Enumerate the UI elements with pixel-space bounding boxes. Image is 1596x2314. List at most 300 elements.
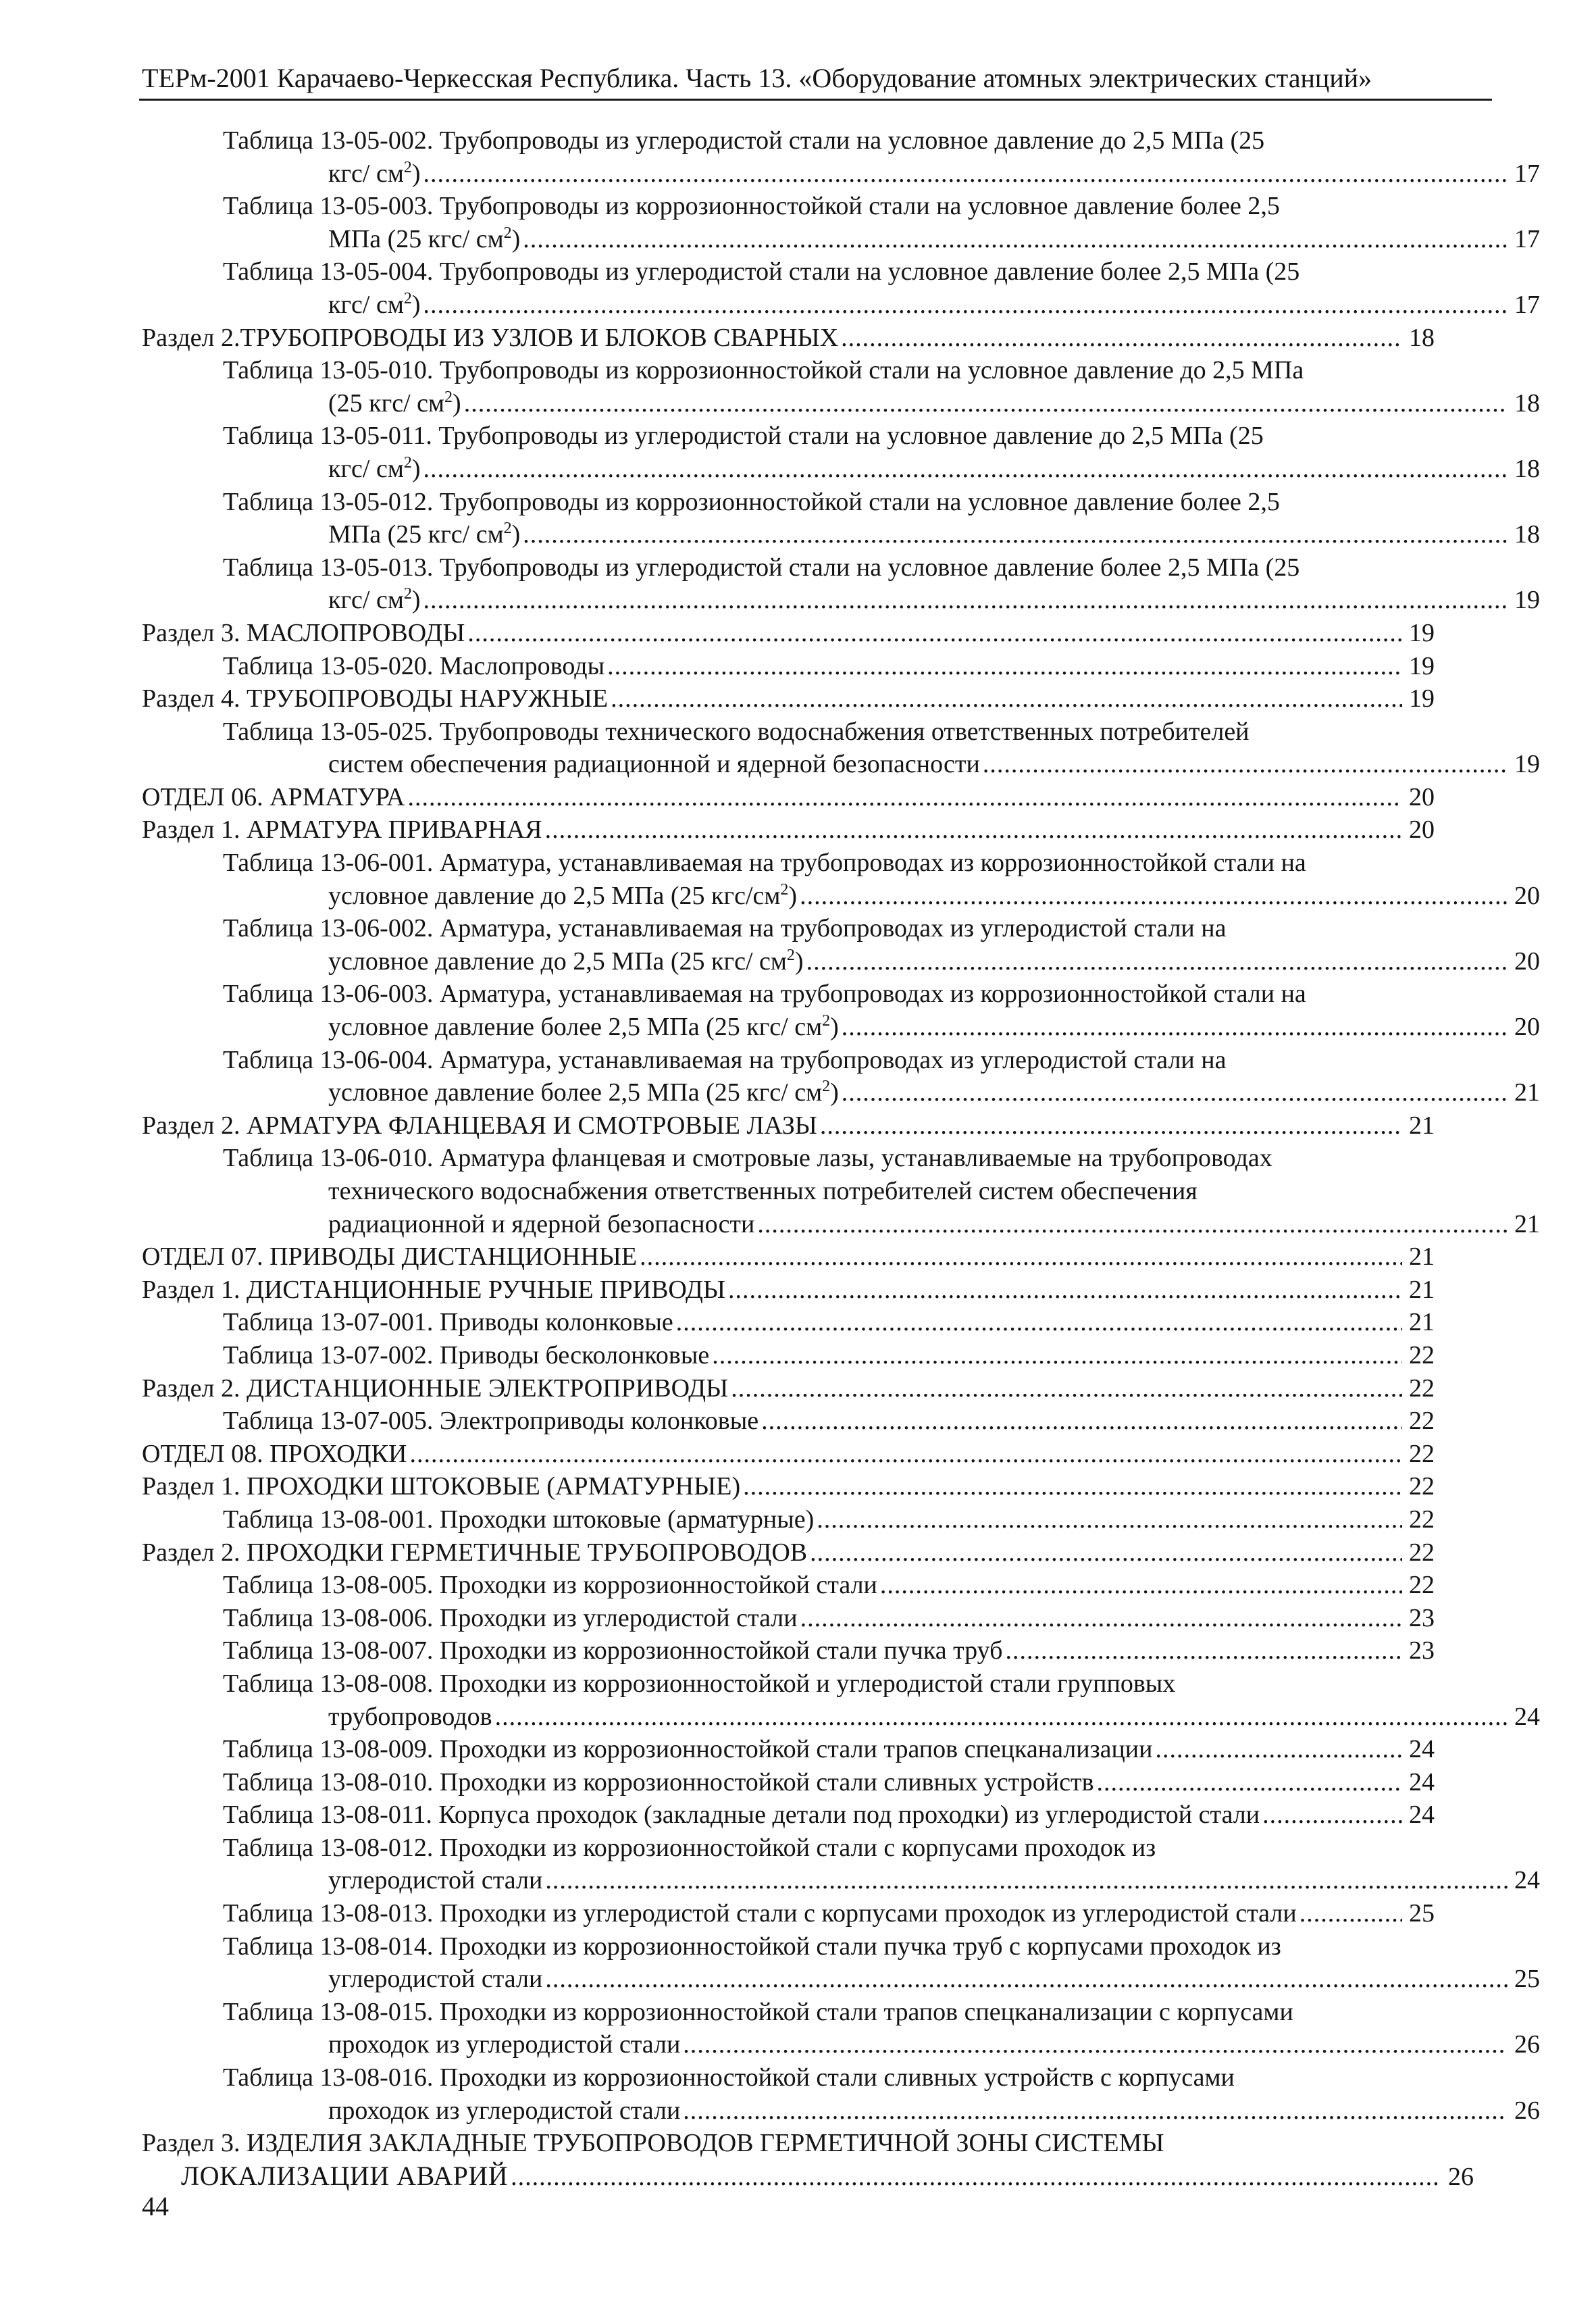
dot-leader [757,1208,1508,1241]
toc-page-number: 20 [1514,947,1540,976]
dot-leader [545,1864,1508,1897]
toc-entry-last-line [223,288,1540,322]
toc-entry-table[interactable] [223,1306,1435,1339]
toc-entry-title-text: кгс/ см [328,290,404,319]
toc-entry-title-text: условное давление до 2,5 МПа (25 кгс/ см [328,947,787,976]
dot-leader [423,288,1508,322]
toc-page-number: 19 [1409,651,1435,680]
toc-entry-title [142,1372,728,1405]
toc-entry-title-text: Таблица 13-05-020. Маслопроводы [223,651,605,680]
toc-entry-title-text: Таблица 13-08-005. Проходки из коррозионностойкой стали [223,1571,877,1600]
toc-entry-title-tail: ) [411,454,421,483]
toc-entry-last-line [142,1438,1435,1471]
toc-entry-section[interactable] [142,322,1435,355]
dot-leader [423,453,1508,486]
toc-entry-last-line [223,1339,1435,1372]
toc-entry-title-tail: ) [411,290,421,319]
toc-entry-title [328,1076,839,1109]
superscript: 2 [786,946,795,964]
toc-entry-last-line [223,1405,1435,1438]
toc-entry-title [328,288,421,322]
toc-entry-title [142,1240,637,1274]
toc-page-number: 20 [1409,782,1435,811]
toc-entry-title [223,1799,1260,1832]
toc-page-number: 24 [1409,1735,1435,1764]
toc-entry-title-tail: ) [788,881,798,910]
dot-leader [800,880,1508,913]
superscript: 2 [403,158,412,176]
toc-page-number: 17 [1514,224,1540,253]
toc-entry-title-text: Раздел 1. ПРОХОДКИ ШТОКОВЫЕ (АРМАТУРНЫЕ) [142,1472,741,1501]
superscript: 2 [503,224,512,242]
toc-entry-title-text: кгс/ см [328,454,404,483]
toc-entry-title [223,1634,1002,1667]
toc-page-number: 21 [1514,1078,1540,1107]
superscript: 2 [403,585,412,603]
toc-entry-text-line: Таблица 13-05-025. Трубопроводы технического водоснабжения ответственных потребителей [223,717,1250,746]
toc-page-number: 19 [1514,750,1540,779]
toc-entry-table[interactable] [223,255,1540,321]
dot-leader [611,682,1402,715]
toc-entry-title [328,1011,839,1044]
toc-page-number: 24 [1409,1767,1435,1796]
toc-entry-title [328,2094,680,2128]
toc-entry-title-text: углеродистой стали [328,1866,543,1895]
toc-entry-title [142,1438,407,1471]
toc-entry-table[interactable] [223,1044,1540,1109]
toc-entry-last-line [223,584,1540,617]
toc-entry-title-text: условное давление до 2,5 МПа (25 кгс/см [328,881,781,910]
dot-leader [1155,1733,1402,1766]
dot-leader [841,322,1402,355]
header-divider [139,99,1492,101]
toc-entry-title [223,1503,814,1536]
toc-entry-title-text: ЛОКАЛИЗАЦИИ АВАРИЙ [181,2160,509,2191]
toc-entry-title-tail: ) [411,586,421,615]
dot-leader [880,1569,1402,1602]
toc-page-number: 19 [1514,586,1540,615]
dot-leader [523,223,1508,256]
toc-entry-title [142,1109,817,1142]
toc-entry-title [328,880,797,913]
toc-entry-section[interactable] [142,1240,1435,1274]
toc-entry-table[interactable] [223,1569,1435,1602]
toc-entry-last-line [223,2028,1540,2061]
toc-page-number: 17 [1514,290,1540,319]
toc-entry-last-line [223,1569,1435,1602]
toc-entry-last-line [223,1799,1435,1832]
toc-page-number: 24 [1409,1801,1435,1830]
toc-entry-section[interactable] [142,1274,1435,1307]
dot-leader [842,1076,1508,1109]
page-number: 44 [142,2191,169,2221]
toc-entry-text-line: Таблица 13-08-014. Проходки из коррозионностойкой стали пучка труб с корпусами проходок из [223,1932,1281,1961]
toc-entry-last-line [223,1701,1540,1734]
dot-leader [676,1306,1402,1339]
toc-entry-title [328,157,421,191]
toc-entry-table[interactable] [223,124,1540,190]
toc-entry-title [328,223,520,256]
toc-entry-title-text: условное давление более 2,5 МПа (25 кгс/ см [328,1078,823,1107]
toc-entry-last-line [223,748,1540,781]
dot-leader [495,1701,1508,1734]
dot-leader [817,1503,1402,1536]
toc-entry-table[interactable] [223,1733,1435,1766]
toc-entry-last-line [142,1536,1435,1569]
superscript: 2 [822,1012,831,1030]
toc-entry-section[interactable] [142,1109,1435,1142]
toc-entry-text-line: Таблица 13-08-012. Проходки из коррозионностойкой стали с корпусами проходок из [223,1833,1156,1862]
toc-entry-table[interactable] [223,1930,1540,1996]
dot-leader [1262,1799,1402,1832]
toc-entry-table[interactable] [223,715,1540,781]
toc-page-number: 23 [1409,1603,1435,1632]
toc-entry-last-line [223,1208,1540,1241]
toc-entry-title-text: Таблица 13-08-013. Проходки из углеродистой стали с корпусами проходок из углеродистой стали [223,1899,1297,1928]
toc-entry-last-line [142,813,1435,847]
toc-page-number: 19 [1409,618,1435,647]
toc-entry-text-line: технического водоснабжения ответственных потребителей систем обеспечения [328,1177,1198,1205]
toc-entry-title-text: кгс/ см [328,159,404,188]
toc-entry-table[interactable] [223,1634,1435,1667]
toc-entry-table[interactable] [223,1405,1435,1438]
toc-entry-title [328,1701,492,1734]
toc-entry-title-tail: ) [453,388,461,418]
toc-entry-text-line: Таблица 13-06-003. Арматура, устанавливаемая на трубопроводах из коррозионностойкой стали на [223,980,1306,1009]
toc-entry-title-text: углеродистой стали [328,1965,543,1994]
toc-entry-section[interactable] [142,2127,1474,2193]
toc-page-number: 22 [1409,1374,1435,1403]
toc-page-number: 18 [1409,323,1435,352]
toc-entry-title-text: ОТДЕЛ 06. АРМАТУРА [142,782,405,811]
toc-entry-title [328,1208,754,1241]
dot-leader [1097,1766,1402,1799]
toc-entry-text-line: Таблица 13-06-002. Арматура, устанавливаемая на трубопроводах из углеродистой стали на [223,914,1227,943]
toc-entry-title-text: систем обеспечения радиационной и ядерной безопасности [328,750,980,779]
dot-leader [728,1274,1402,1307]
toc-entry-last-line [223,1864,1540,1897]
toc-entry-table[interactable] [223,912,1540,978]
toc-entry-title-text: Раздел 1. АРМАТУРА ПРИВАРНАЯ [142,815,542,845]
toc-entry-table[interactable] [223,190,1540,255]
toc-entry-table[interactable] [223,1339,1435,1372]
toc-entry-text-line: Раздел 3. ИЗДЕЛИЯ ЗАКЛАДНЫЕ ТРУБОПРОВОДОВ ГЕРМЕТИЧНОЙ ЗОНЫ СИСТЕМЫ [142,2129,1164,2158]
toc-entry-title-text: Раздел 2. ДИСТАНЦИОННЫЕ ЭЛЕКТРОПРИВОДЫ [142,1374,729,1403]
toc-entry-table[interactable] [223,847,1540,912]
toc-entry-text-line: Таблица 13-08-008. Проходки из коррозионностойкой и углеродистой стали групповых [223,1669,1176,1698]
toc-entry-title [223,1733,1152,1766]
toc-page-number: 21 [1409,1275,1435,1304]
toc-entry-section[interactable] [142,617,1435,650]
toc-page-number: 26 [1514,2030,1540,2059]
toc-page-number: 22 [1409,1439,1435,1468]
superscript: 2 [822,1078,831,1096]
toc-entry-table[interactable] [223,1766,1435,1799]
superscript: 2 [403,289,412,307]
toc-entry-title [328,945,804,978]
toc-entry-last-line [223,2094,1540,2128]
dot-leader [407,781,1402,814]
dot-leader [842,1011,1508,1044]
toc-page-number: 21 [1409,1242,1435,1272]
toc-entry-last-line [142,781,1435,814]
toc-entry-table[interactable] [223,1602,1435,1635]
dot-leader [800,1602,1402,1635]
dot-leader [409,1438,1402,1471]
toc-entry-last-line [223,1503,1435,1536]
toc-page-number: 22 [1409,1571,1435,1600]
toc-page-number: 25 [1514,1965,1540,1994]
toc-entry-section[interactable] [142,813,1435,847]
toc-page-number: 18 [1514,520,1540,549]
toc-entry-text-line: Таблица 13-06-001. Арматура, устанавливаемая на трубопроводах из коррозионностойкой стали на [223,849,1306,878]
toc-entry-title [223,1766,1094,1799]
toc-entry-title-text: Раздел 2.ТРУБОПРОВОДЫ ИЗ УЗЛОВ И БЛОКОВ СВАРНЫХ [142,323,839,352]
toc-entry-title [142,617,465,650]
superscript: 2 [444,388,453,406]
toc-entry-last-line [142,2160,1474,2194]
toc-page-number: 25 [1409,1899,1435,1928]
toc-entry-table[interactable] [223,1832,1540,1897]
toc-entry-last-line [223,1733,1435,1766]
toc-entry-last-line [142,1274,1435,1307]
dot-leader [683,2094,1508,2128]
toc-entry-title-text: ОТДЕЛ 07. ПРИВОДЫ ДИСТАНЦИОННЫЕ [142,1242,638,1272]
toc-page-number: 24 [1514,1866,1540,1895]
toc-entry-text-line: Таблица 13-05-013. Трубопроводы из углеродистой стали на условное давление более 2,5 МПа (25 [223,553,1300,582]
toc-entry-title [142,1274,725,1307]
toc-entry-section[interactable] [142,1372,1435,1405]
toc-entry-title [142,781,405,814]
toc-entry-title [328,518,520,551]
toc-entry-text-line: Таблица 13-06-010. Арматура фланцевая и смотровые лазы, устанавливаемые на трубопроводах [223,1144,1272,1173]
toc-page-number: 22 [1409,1538,1435,1567]
toc-entry-title [328,748,980,781]
toc-entry-title-text: Таблица 13-08-011. Корпуса проходок (закладные детали под проходки) из углеродистой стали [223,1801,1260,1830]
toc-entry-last-line [142,1240,1435,1274]
toc-entry-text-line: Таблица 13-05-002. Трубопроводы из углеродистой стали на условное давление до 2,5 МПа (25 [223,126,1265,155]
toc-page-number: 19 [1409,684,1435,713]
toc-entry-title [223,1339,709,1372]
toc-entry-last-line [223,1011,1540,1044]
toc-entry-title-text: Раздел 2. ПРОХОДКИ ГЕРМЕТИЧНЫЕ ТРУБОПРОВОДОВ [142,1538,808,1567]
toc-page-number: 22 [1409,1407,1435,1436]
dot-leader [1005,1634,1402,1667]
toc-page-number: 20 [1514,1013,1540,1042]
toc-entry-table[interactable] [223,420,1540,485]
toc-entry-last-line [142,1109,1435,1142]
dot-leader [607,650,1402,683]
toc-entry-title [328,453,421,486]
toc-entry-title-text: кгс/ см [328,586,404,615]
toc-entry-section[interactable] [142,781,1435,814]
toc-entry-title-tail: ) [794,947,804,976]
toc-entry-section[interactable] [142,682,1435,715]
toc-entry-last-line [223,1963,1540,1996]
toc-entry-title-text: МПа (25 кгс/ см [328,224,504,253]
dot-leader [761,1405,1402,1438]
dot-leader [511,2161,1441,2194]
toc-entry-last-line [223,518,1540,551]
toc-entry-section[interactable] [142,1536,1435,1569]
toc-entry-last-line [223,157,1540,191]
toc-entry-last-line [223,650,1435,683]
toc-entry-table[interactable] [223,354,1540,420]
toc-entry-last-line [142,1372,1435,1405]
toc-page-number: 18 [1514,388,1540,418]
dot-leader [806,945,1508,978]
toc-entry-last-line [223,945,1540,978]
toc-entry-table[interactable] [223,650,1435,683]
dot-leader [731,1372,1402,1405]
toc-entry-section[interactable] [142,1438,1435,1471]
toc-entry-title-text: Раздел 3. МАСЛОПРОВОДЫ [142,618,465,647]
toc-entry-title-tail: ) [511,224,521,253]
toc-entry-title-tail: ) [830,1013,839,1042]
toc-entry-title [328,584,421,617]
dot-leader [820,1109,1402,1142]
toc-entry-text-line: Таблица 13-08-015. Проходки из коррозионностойкой стали трапов спецканализации с корпусами [223,1997,1293,2026]
toc-entry-title-text: Таблица 13-08-009. Проходки из коррозионностойкой стали трапов спецканализации [223,1735,1153,1764]
toc-entry-title [328,1864,542,1897]
toc-entry-last-line [142,1470,1435,1503]
toc-entry-last-line [223,1076,1540,1109]
toc-entry-title [223,1897,1297,1930]
toc-entry-text-line: Таблица 13-05-004. Трубопроводы из углеродистой стали на условное давление более 2,5 МПа (25 [223,257,1300,286]
toc-entry-last-line [142,682,1435,715]
toc-page-number: 21 [1514,1209,1540,1238]
toc-entry-title-text: (25 кгс/ см [328,388,445,418]
toc-entry-title-text: Таблица 13-07-001. Приводы колонковые [223,1308,673,1337]
toc-entry-title [142,322,838,355]
toc-entry-last-line [223,387,1540,420]
toc-entry-table[interactable] [223,1142,1540,1240]
toc-page-number: 23 [1409,1636,1435,1665]
toc-entry-last-line [142,322,1435,355]
toc-entry-title [142,1536,807,1569]
toc-entry-text-line: Таблица 13-05-010. Трубопроводы из коррозионностойкой стали на условное давление до 2,5 МПа [223,356,1304,385]
toc-entry-last-line [223,1634,1435,1667]
toc-entry-title-tail: ) [830,1078,839,1107]
toc-entry-title-text: Раздел 4. ТРУБОПРОВОДЫ НАРУЖНЫЕ [142,684,609,713]
dot-leader [423,157,1508,191]
toc-entry-last-line [142,617,1435,650]
toc-entry-title-text: проходок из углеродистой стали [328,2096,681,2125]
toc-entry-title-text: Таблица 13-08-010. Проходки из коррозионностойкой стали сливных устройств [223,1767,1094,1796]
toc-entry-table[interactable] [223,1996,1540,2061]
toc-page-number: 26 [1448,2162,1474,2191]
toc-page-number: 21 [1409,1308,1435,1337]
dot-leader [983,748,1508,781]
dot-leader [640,1240,1402,1274]
toc-entry-title [142,813,542,847]
toc-entry-title-text: Таблица 13-08-001. Проходки штоковые (арматурные) [223,1505,815,1534]
toc-entry-title [223,650,604,683]
dot-leader [1299,1897,1402,1930]
dot-leader [810,1536,1402,1569]
toc-entry-last-line [223,1306,1435,1339]
toc-page-number: 22 [1409,1472,1435,1501]
toc-entry-title [181,2160,508,2193]
toc-page-number: 20 [1409,815,1435,845]
toc-entry-title [223,1306,673,1339]
dot-leader [545,1963,1508,1996]
toc-entry-last-line [223,1897,1435,1930]
toc-page-number: 21 [1409,1111,1435,1140]
toc-entry-table[interactable] [223,551,1540,617]
toc-entry-title-text: Таблица 13-08-006. Проходки из углеродистой стали [223,1603,798,1632]
toc-entry-text-line: Таблица 13-05-003. Трубопроводы из коррозионностойкой стали на условное давление более 2,5 [223,192,1280,221]
toc-entry-text-line: Таблица 13-05-012. Трубопроводы из коррозионностойкой стали на условное давление более 2,5 [223,487,1280,516]
toc-entry-title [142,682,608,715]
table-of-contents [0,124,1596,2193]
toc-entry-title [142,1470,740,1503]
toc-entry-title-tail: ) [411,159,421,188]
toc-entry-title [328,387,461,420]
toc-entry-title [223,1405,758,1438]
dot-leader [712,1339,1402,1372]
toc-entry-table[interactable] [223,978,1540,1043]
toc-entry-table[interactable] [223,486,1540,551]
toc-entry-title-text: Раздел 1. ДИСТАНЦИОННЫЕ РУЧНЫЕ ПРИВОДЫ [142,1275,726,1304]
dot-leader [743,1470,1402,1503]
toc-entry-title [223,1569,877,1602]
toc-entry-text-line: Таблица 13-05-011. Трубопроводы из углеродистой стали на условное давление до 2,5 МПа (25 [223,422,1264,451]
superscript: 2 [780,880,789,899]
toc-entry-text-line: Таблица 13-06-004. Арматура, устанавливаемая на трубопроводах из углеродистой стали на [223,1045,1227,1074]
toc-entry-table[interactable] [223,1503,1435,1536]
superscript: 2 [403,453,412,472]
dot-leader [467,617,1402,650]
toc-entry-last-line [223,1766,1435,1799]
toc-page-number: 18 [1514,454,1540,483]
toc-entry-title-text: радиационной и ядерной безопасности [328,1209,755,1238]
toc-page-number: 24 [1514,1702,1540,1731]
dot-leader [523,518,1508,551]
toc-entry-title-tail: ) [511,520,521,549]
toc-entry-section[interactable] [142,1470,1435,1503]
toc-entry-title-text: условное давление более 2,5 МПа (25 кгс/ см [328,1013,823,1042]
toc-entry-last-line [223,1602,1435,1635]
running-header: ТЕРм-2001 Карачаево-Черкесская Республика. Часть 13. «Оборудование атомных электрических станций» [142,63,1372,93]
toc-entry-last-line [223,453,1540,486]
toc-page-number: 22 [1409,1340,1435,1369]
toc-entry-title-text: Таблица 13-07-002. Приводы бесколонковые [223,1340,710,1369]
dot-leader [423,584,1508,617]
toc-entry-table[interactable] [223,1667,1540,1733]
toc-page-number: 22 [1409,1505,1435,1534]
toc-entry-title-text: Раздел 2. АРМАТУРА ФЛАНЦЕВАЯ И СМОТРОВЫЕ ЛАЗЫ [142,1111,817,1140]
toc-entry-table[interactable] [223,1897,1435,1930]
superscript: 2 [503,520,512,538]
toc-entry-title-text: ОТДЕЛ 08. ПРОХОДКИ [142,1439,407,1468]
toc-entry-table[interactable] [223,2061,1540,2127]
toc-entry-title-text: трубопроводов [328,1702,492,1731]
dot-leader [683,2028,1508,2061]
toc-entry-title [328,2028,680,2061]
toc-entry-title [328,1963,542,1996]
toc-entry-title-text: проходок из углеродистой стали [328,2030,681,2059]
toc-page-number: 17 [1514,159,1540,188]
toc-entry-title-text: Таблица 13-07-005. Электроприводы колонковые [223,1407,759,1436]
dot-leader [545,813,1402,847]
toc-entry-text-line: Таблица 13-08-016. Проходки из коррозионностойкой стали сливных устройств с корпусами [223,2063,1235,2092]
dot-leader [464,387,1508,420]
toc-entry-last-line [223,223,1540,256]
toc-page-number: 26 [1514,2096,1540,2125]
toc-entry-title [223,1602,798,1635]
toc-entry-table[interactable] [223,1799,1435,1832]
